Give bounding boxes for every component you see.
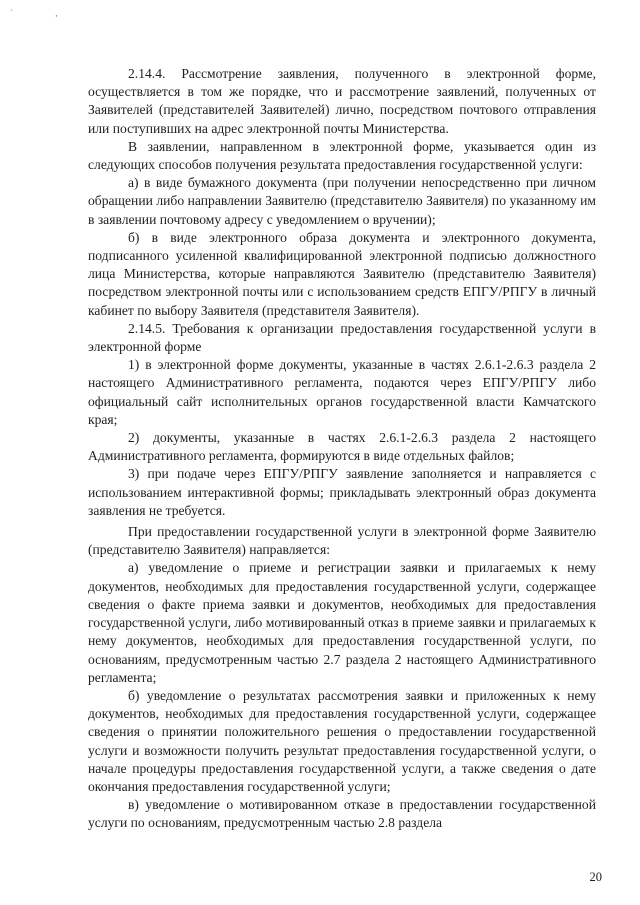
page-number: 20 xyxy=(589,870,602,884)
document-body xyxy=(88,65,596,833)
paragraph-req-2: 2) документы, указанные в частях 2.6.1-2.6.3 раздела 2 настоящего Административного регламента, формируются в виде отдельных файлов; xyxy=(88,430,596,464)
paragraph-item-a-paper: а) в виде бумажного документа (при получении непосредственно при личном обращении либо направлении Заявителю (представителю Заявителя) по указанному им в заявлении почтовому адресу с уведомлением о вручении); xyxy=(88,175,596,227)
scan-artifact: ` , xyxy=(10,8,78,18)
paragraph-2-14-4: 2.14.4. Рассмотрение заявления, полученного в электронной форме, осуществляется в том же порядке, что и рассмотрение заявлений, полученных от Заявителей (представителей Заявителей) лично, посредством почтового отправления или поступивших на адрес электронной почты Министерства. xyxy=(88,66,596,136)
paragraph-receipt-methods: В заявлении, направленном в электронной форме, указывается один из следующих способов получения результата предоставления государственной услуги: xyxy=(88,138,596,173)
paragraph-item-b-electronic: б) в виде электронного образа документа и электронного документа, подписанного усиленной квалифицированной электронной подписью должностного лица Министерства, которые направляются Заявителю (представителю Заявителя) посредством электронной почты или с использованием средств ЕПГУ/РПГУ в личный кабинет по выбору Заявителя (представителя Заявителя). xyxy=(88,229,596,318)
paragraph-notifications-intro: При предоставлении государственной услуги в электронной форме Заявителю (представителю Заявителя) направляется: xyxy=(88,524,596,558)
paragraph-req-1: 1) в электронной форме документы, указанные в частях 2.6.1-2.6.3 раздела 2 настоящего Административного регламента, подаются через ЕПГУ/РПГУ либо официальный сайт исполнительных органов государственной власти Камчатского края; xyxy=(88,357,596,427)
paragraph-req-3: 3) при подаче через ЕПГУ/РПГУ заявление заполняется и направляется с использованием интерактивной формы; прикладывать электронный образ документа заявления не требуется. xyxy=(88,466,596,518)
paragraph-2-14-5: 2.14.5. Требования к организации предоставления государственной услуги в электронной форме xyxy=(88,320,596,355)
paragraph-notice-c: в) уведомление о мотивированном отказе в предоставлении государственной услуги по основаниям, предусмотренным частью 2.8 раздела xyxy=(88,797,596,831)
paragraph-notice-a: а) уведомление о приеме и регистрации заявки и прилагаемых к нему документов, необходимых для предоставления государственной услуги, содержащее сведения о факте приема заявки и документов, необходимых для предоставления государственной услуги, либо мотивированный отказ в приеме заявки и прилагаемых к нему документов, необходимых для предоставления государственной услуги, по основаниям, предусмотренным частью 2.7 раздела 2 настоящего Административного регламента; xyxy=(88,560,596,685)
paragraph-notice-b: б) уведомление о результатах рассмотрения заявки и приложенных к нему документов, необходимых для предоставления государственной услуги, содержащее сведения о принятии положительного решения о предоставлении государственной услуги и возможности получить результат предоставления государственной услуги, о начале процедуры предоставления государственной услуги, а также сведения о дате окончания предоставления государственной услуги; xyxy=(88,687,596,794)
